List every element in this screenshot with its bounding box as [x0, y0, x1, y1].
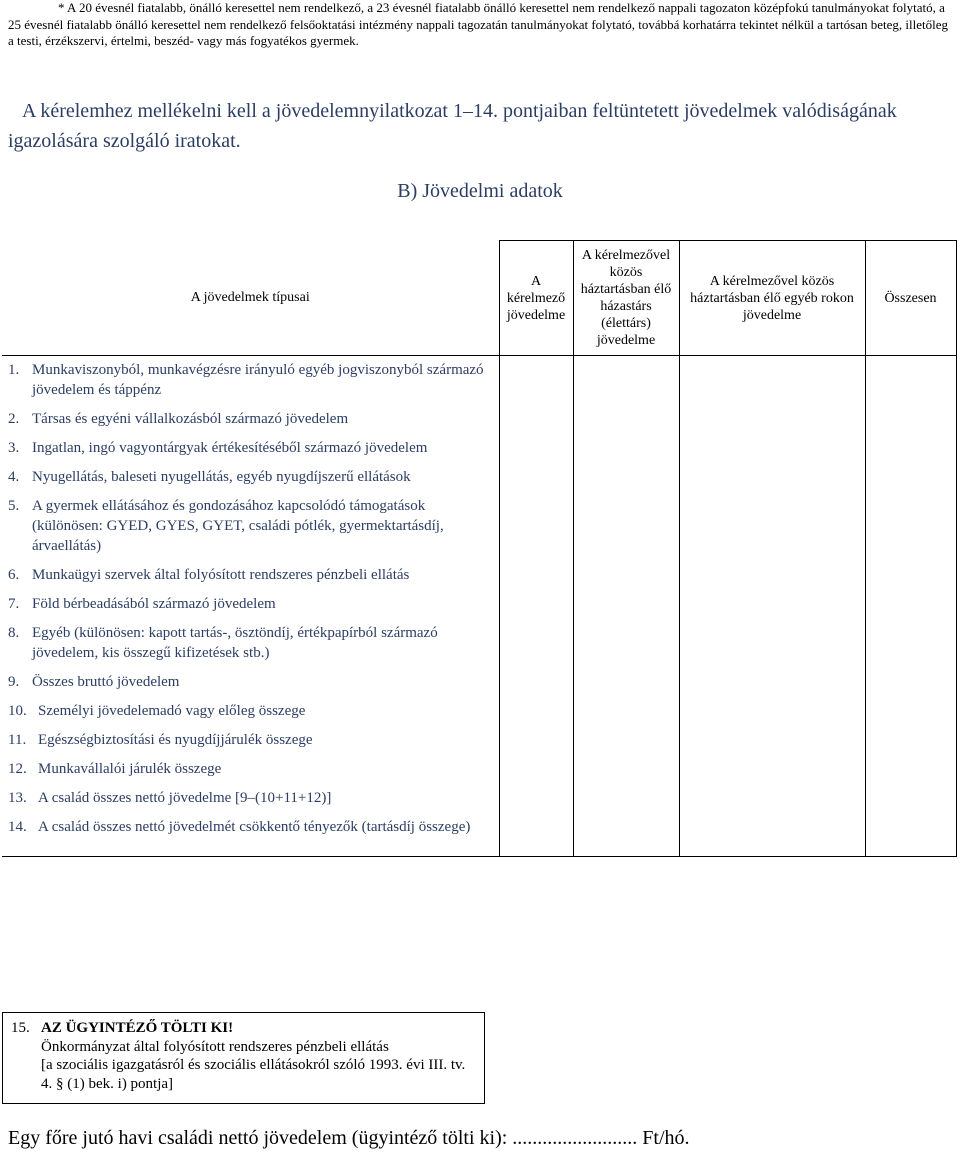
applicant-cell[interactable]	[499, 755, 573, 784]
relatives-cell[interactable]	[679, 619, 865, 668]
income-type-cell	[2, 356, 499, 406]
spouse-cell[interactable]	[573, 434, 679, 463]
income-type-cell	[2, 492, 499, 561]
table-row	[2, 697, 956, 726]
header-spouse: A kérelmezővel közös háztartásban élő házastárs (élettárs) jövedelme	[573, 241, 679, 356]
row-text: Munkaügyi szervek által folyósított rendszeres pénzbeli ellátás	[32, 567, 410, 583]
row-text: Összes bruttó jövedelem	[32, 674, 180, 690]
row-number: 14.	[8, 819, 27, 835]
income-type-cell	[2, 619, 499, 668]
table-row	[2, 434, 956, 463]
income-type-label	[8, 467, 493, 487]
applicant-cell[interactable]	[499, 463, 573, 492]
income-type-label	[8, 672, 493, 692]
applicant-cell[interactable]	[499, 697, 573, 726]
total-cell[interactable]	[865, 813, 956, 857]
table-row	[2, 492, 956, 561]
income-type-label	[8, 438, 493, 458]
total-cell[interactable]	[865, 726, 956, 755]
table-row	[2, 405, 956, 434]
clerk-box-line1: Önkormányzat által folyósított rendszeres pénzbeli ellátás	[41, 1038, 389, 1055]
row-number: 1.	[8, 362, 20, 378]
income-type-label	[8, 701, 493, 721]
table-row	[2, 813, 956, 857]
total-cell[interactable]	[865, 697, 956, 726]
relatives-cell[interactable]	[679, 726, 865, 755]
applicant-cell[interactable]	[499, 619, 573, 668]
applicant-cell[interactable]	[499, 405, 573, 434]
relatives-cell[interactable]	[679, 590, 865, 619]
row-text: A család összes nettó jövedelme [9–(10+11+12)]	[38, 790, 332, 806]
total-cell[interactable]	[865, 755, 956, 784]
table-row	[2, 590, 956, 619]
spouse-cell[interactable]	[573, 668, 679, 697]
row-number: 6.	[8, 567, 20, 583]
spouse-cell[interactable]	[573, 755, 679, 784]
spouse-cell[interactable]	[573, 813, 679, 857]
row-text: Nyugellátás, baleseti nyugellátás, egyéb nyugdíjszerű ellátások	[32, 469, 411, 485]
table-row	[2, 619, 956, 668]
total-cell[interactable]	[865, 619, 956, 668]
row-text: A család összes nettó jövedelmét csökkentő tényezők (tartásdíj összege)	[38, 819, 471, 835]
relatives-cell[interactable]	[679, 463, 865, 492]
applicant-cell[interactable]	[499, 561, 573, 590]
row-text: Föld bérbeadásából származó jövedelem	[32, 596, 276, 612]
income-type-label	[8, 623, 493, 663]
intro-paragraph: A kérelemhez mellékelni kell a jövedelemnyilatkozat 1–14. pontjaiban feltüntetett jövedelmek valódiságának igazolására szolgáló iratokat.	[8, 100, 897, 152]
row-number: 5.	[8, 498, 20, 514]
income-type-cell	[2, 726, 499, 755]
spouse-cell[interactable]	[573, 463, 679, 492]
applicant-cell[interactable]	[499, 726, 573, 755]
income-table	[2, 240, 957, 857]
table-row	[2, 726, 956, 755]
total-cell[interactable]	[865, 405, 956, 434]
row-number: 7.	[8, 596, 20, 612]
row-text: A gyermek ellátásához és gondozásához kapcsolódó támogatások (különösen: GYED, GYES, GYET, családi pótlék, gyermektartásdíj, árvaellátás)	[32, 498, 444, 554]
spouse-cell[interactable]	[573, 726, 679, 755]
table-row	[2, 561, 956, 590]
spouse-cell[interactable]	[573, 356, 679, 406]
row-text: Munkavállalói járulék összege	[38, 761, 222, 777]
total-cell[interactable]	[865, 590, 956, 619]
spouse-cell[interactable]	[573, 405, 679, 434]
applicant-cell[interactable]	[499, 668, 573, 697]
applicant-cell[interactable]	[499, 492, 573, 561]
row-text: Munkaviszonyból, munkavégzésre irányuló egyéb jogviszonyból származó jövedelem és táppénz	[32, 362, 484, 398]
row-number: 3.	[8, 440, 20, 456]
relatives-cell[interactable]	[679, 492, 865, 561]
income-type-cell	[2, 668, 499, 697]
relatives-cell[interactable]	[679, 561, 865, 590]
row-number: 2.	[8, 411, 20, 427]
relatives-cell[interactable]	[679, 784, 865, 813]
income-type-label	[8, 817, 493, 837]
table-row	[2, 356, 956, 406]
total-cell[interactable]	[865, 668, 956, 697]
relatives-cell[interactable]	[679, 813, 865, 857]
clerk-box-heading: AZ ÜGYINTÉZŐ TÖLTI KI!	[41, 1020, 234, 1036]
income-type-cell	[2, 697, 499, 726]
relatives-cell[interactable]	[679, 405, 865, 434]
row-number: 13.	[8, 790, 27, 806]
header-total: Összesen	[865, 241, 956, 356]
income-type-cell	[2, 755, 499, 784]
table-row	[2, 463, 956, 492]
income-type-label	[8, 730, 493, 750]
footnote	[8, 0, 953, 50]
income-type-label	[8, 496, 493, 556]
row-number: 11.	[8, 732, 27, 748]
income-type-cell	[2, 434, 499, 463]
relatives-cell[interactable]	[679, 755, 865, 784]
income-type-cell	[2, 813, 499, 857]
applicant-cell[interactable]	[499, 434, 573, 463]
footnote-text: * A 20 évesnél fiatalabb, önálló keresettel nem rendelkező, a 23 évesnél fiatalabb önálló keresettel nem rendelkező nappali tagozaton középfokú tanulmányokat folytató, a 25 évesnél fiatalabb önálló keresettel nem rendelkező felsőoktatási intézmény nappali tagozatán tanulmányokat folytató, továbbá korhatárra tekintet nélkül a tartósan beteg, illetőleg a testi, érzékszervi, értelmi, beszéd- vagy más fogyatékos gyermek.	[8, 0, 948, 48]
section-title: B) Jövedelmi adatok	[397, 180, 563, 202]
applicant-cell[interactable]	[499, 784, 573, 813]
row-text: Egészségbiztosítási és nyugdíjjárulék összege	[38, 732, 313, 748]
row-number: 8.	[8, 625, 20, 641]
relatives-cell[interactable]	[679, 668, 865, 697]
row-text: Egyéb (különösen: kapott tartás-, ösztöndíj, értékpapírból származó jövedelem, kis összegű kifizetések stb.)	[32, 625, 438, 661]
spouse-cell[interactable]	[573, 561, 679, 590]
row-number: 12.	[8, 761, 27, 777]
income-type-cell	[2, 784, 499, 813]
total-cell[interactable]	[865, 492, 956, 561]
header-relatives: A kérelmezővel közös háztartásban élő egyéb rokon jövedelme	[679, 241, 865, 356]
spouse-cell[interactable]	[573, 784, 679, 813]
total-cell[interactable]	[865, 356, 956, 406]
header-income-types: A jövedelmek típusai	[2, 241, 499, 356]
income-type-label	[8, 759, 493, 779]
spouse-cell[interactable]	[573, 492, 679, 561]
table-row	[2, 784, 956, 813]
income-type-cell	[2, 405, 499, 434]
table-row	[2, 668, 956, 697]
total-cell[interactable]	[865, 784, 956, 813]
applicant-cell[interactable]	[499, 813, 573, 857]
income-type-label	[8, 594, 493, 614]
spouse-cell[interactable]	[573, 697, 679, 726]
row-number: 4.	[8, 469, 20, 485]
row-text: Személyi jövedelemadó vagy előleg összege	[38, 703, 306, 719]
income-type-label	[8, 360, 493, 400]
income-type-cell	[2, 590, 499, 619]
clerk-box-number: 15.	[11, 1020, 30, 1036]
relatives-cell[interactable]	[679, 697, 865, 726]
row-text: Társas és egyéni vállalkozásból származó jövedelem	[32, 411, 349, 427]
clerk-box	[2, 1012, 485, 1104]
income-type-label	[8, 565, 493, 585]
spouse-cell[interactable]	[573, 590, 679, 619]
total-cell[interactable]	[865, 561, 956, 590]
table-row	[2, 755, 956, 784]
income-type-label	[8, 788, 493, 808]
clerk-box-line2: [a szociális igazgatásról és szociális ellátásokról szóló 1993. évi III. tv. 4. § (1) bek. i) pontja]	[41, 1057, 466, 1092]
table-header-row	[2, 241, 956, 356]
income-type-cell	[2, 463, 499, 492]
row-number: 10.	[8, 703, 27, 719]
per-capita-income-line: Egy főre jutó havi családi nettó jövedelem (ügyintéző tölti ki): ......................... Ft/hó.	[8, 1127, 690, 1149]
applicant-cell[interactable]	[499, 590, 573, 619]
relatives-cell[interactable]	[679, 434, 865, 463]
relatives-cell[interactable]	[679, 356, 865, 406]
income-type-label	[8, 409, 493, 429]
row-text: Ingatlan, ingó vagyontárgyak értékesítéséből származó jövedelem	[32, 440, 428, 456]
spouse-cell[interactable]	[573, 619, 679, 668]
total-cell[interactable]	[865, 434, 956, 463]
applicant-cell[interactable]	[499, 356, 573, 406]
income-type-cell	[2, 561, 499, 590]
header-applicant: A kérelmező jövedelme	[499, 241, 573, 356]
total-cell[interactable]	[865, 463, 956, 492]
row-number: 9.	[8, 674, 20, 690]
